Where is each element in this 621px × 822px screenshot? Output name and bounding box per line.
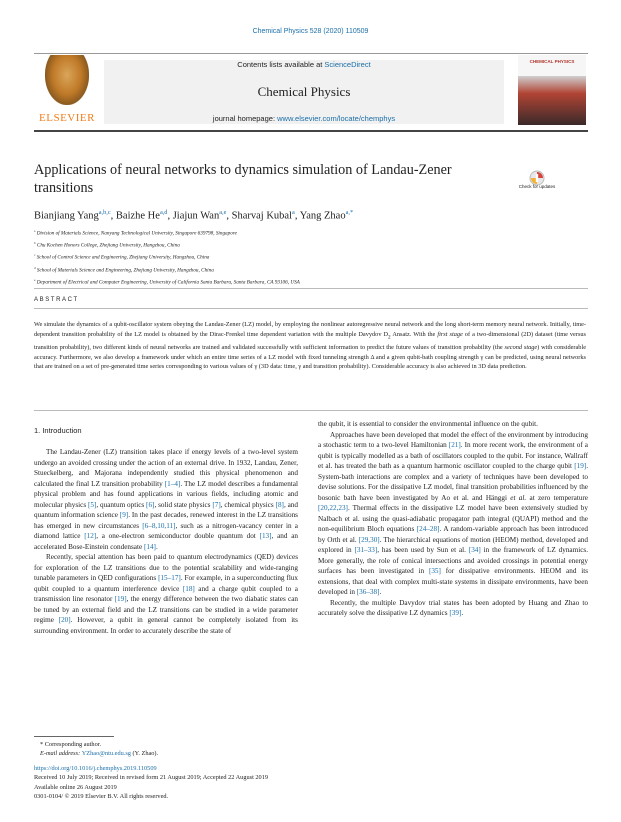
citation-link[interactable]: [9] [119, 511, 129, 519]
author-affiliation-mark[interactable]: a,e [219, 209, 227, 216]
paragraph: Recently, special attention has been paid to quantum electrodynamics (QED) devices for exploration of the LZ transitions due to the potential scalability and wide-ranging tunable parameters in QED configurations [15–17]. For example, in a superconducting flux qubit coupled to a quantum interference device [18] and a charge qubit coupled to a transmission line resonator [19], the energy difference between the two diabatic states can be tuned by an external field and the LZ transitions can be studied in a wide parameter regime [20]. However, a qubit in general cannot be completely isolated from its surrounding environment. In order to accurately describe the state of [34, 553, 299, 635]
journal-reference[interactable]: Chemical Physics 528 (2020) 110509 [252, 28, 369, 35]
affiliation-item: $^c$ School of Control Science and Engineering, Zhejiang University, Hangzhou, China [34, 253, 210, 262]
footnote-rule [34, 736, 114, 737]
author-affiliation-mark[interactable]: a,b,c [98, 209, 111, 216]
citation-link[interactable]: [36–38] [356, 588, 380, 596]
affiliation-mark: a [34, 229, 36, 233]
corresponding-author: * Corresponding author. [40, 741, 102, 748]
citation-link[interactable]: [14] [143, 542, 156, 551]
affiliation-mark: d [34, 265, 36, 270]
author-name[interactable]: Yang Zhao [299, 210, 346, 222]
emphasis: second stage [504, 343, 538, 351]
online-date: Available online 26 August 2019 [34, 783, 117, 791]
citation-link[interactable]: [15–17] [158, 574, 181, 582]
elsevier-logo [37, 55, 97, 125]
divider [34, 288, 588, 289]
copyright: 0301-0104/ © 2019 Elsevier B.V. All rights reserved. [34, 792, 169, 800]
author-list: Bianjiang Yang$^{a,b,c}$, Baizhe He$^{a,d}$, Jiajun Wan$^{a,e}$, Sharvaj Kubal$^a$, Yang Zhao$^{a,*}$ [34, 209, 354, 222]
author-name[interactable]: Jiajun Wan [172, 210, 220, 222]
divider [34, 308, 588, 309]
citation-link[interactable]: [34] [468, 546, 481, 554]
citation-link[interactable]: [19] [574, 462, 587, 470]
email-link[interactable]: YZhao@ntu.edu.sg [81, 750, 131, 757]
citation-link[interactable]: [13] [259, 532, 272, 540]
right-column [318, 419, 588, 619]
journal-cover [518, 55, 586, 125]
affiliation-item: $^e$ Department of Electrical and Computer Engineering, University of California Santa Barbara, Santa Barbara, CA 93106, USA [34, 277, 300, 286]
abstract-text: We simulate the dynamics of a qubit-oscillator system obeying the Landau-Zener (LZ) model, by employing the nonlinear autoregressive neural network and the long short-term memory neural network. Initially, time-dependent transition probability of the LZ model is obtained by the Dirac-Frenkel time dependent variation with the multiple Davydov $D_2$ Ansatz. With the first stage of a two-dimensional (2D) dataset (time versus transition probability), two different kinds of neural networks are trained and validated successfully with sufficient information to predict the future values of transition probability (the second stage) with considerable accuracy. Furthermore, we also develop a framework under which an entire time series of a LZ model with fixed tunneling strength Δ and a given qubit-bath coupling strength γ can be predicted, using neural networks that are trained on a set of pre-generated time series corresponding to various values of γ (3D data: time, γ and transition probability). Considerable accuracy is also achieved in 3D data prediction. [34, 321, 586, 371]
citation-link[interactable]: [12] [84, 532, 97, 540]
doi-link[interactable]: https://doi.org/10.1016/j.chemphys.2019.110509 [34, 765, 157, 772]
journal-name: Chemical Physics [257, 84, 351, 99]
citation-link[interactable]: [18] [182, 584, 195, 593]
citation-link[interactable]: [1–4] [164, 479, 181, 488]
author-affiliation-mark[interactable]: a,d [159, 209, 168, 216]
journal-homepage: journal homepage: www.elsevier.com/locate/chemphys [212, 114, 396, 123]
sciencedirect-link[interactable]: ScienceDirect [324, 60, 371, 69]
citation-link[interactable]: [21] [448, 441, 461, 449]
contents-line: Contents lists available at ScienceDirect [237, 60, 371, 69]
citation-link[interactable]: [20,22,23] [318, 504, 348, 512]
author-name[interactable]: Sharvaj Kubal [231, 210, 293, 222]
citation-link[interactable]: [8] [275, 500, 284, 509]
homepage-link[interactable]: www.elsevier.com/locate/chemphys [277, 114, 396, 123]
citation-link[interactable]: [39] [449, 609, 462, 617]
emphasis: et al. [510, 493, 527, 502]
citation-link[interactable]: [35] [428, 567, 441, 575]
affiliation-item: $^b$ Chu Kochen Honors College, Zhejiang University, Hangzhou, China [34, 241, 180, 249]
abstract-heading: ABSTRACT [34, 297, 79, 303]
affiliation-mark: e [34, 277, 36, 282]
citation-link[interactable]: [7] [212, 500, 221, 509]
author-affiliation-mark[interactable]: a [292, 209, 295, 216]
email-line: E-mail address: YZhao@ntu.edu.sg (Y. Zhao). [40, 750, 159, 757]
left-column [34, 447, 298, 636]
elsevier-tree-icon [45, 55, 89, 105]
citation-link[interactable]: [31–33] [354, 546, 378, 554]
paragraph: Recently, the multiple Davydov trial states has been adopted by Huang and Zhao to accurately solve the dissipative LZ dynamics [39]. [318, 598, 588, 617]
crossmark-icon[interactable] [524, 170, 550, 196]
affiliation-item: $^d$ School of Materials Science and Engineering, Zhejiang University, Hangzhou, China [34, 265, 214, 274]
affiliations [34, 227, 574, 288]
affiliation-mark: c [34, 253, 36, 258]
citation-link[interactable]: [20] [58, 616, 71, 624]
author-name[interactable]: Bianjiang Yang [34, 210, 99, 222]
citation-link[interactable]: [29,30] [358, 535, 380, 544]
section-heading: 1. Introduction [34, 426, 82, 435]
paragraph: the qubit, it is essential to consider the environmental influence on the qubit. [318, 420, 538, 428]
article-title: Applications of neural networks to dynamics simulation of Landau-Zener transitions [34, 162, 452, 196]
affiliation-item: $^a$ Division of Materials Science, Nanyang Technological University, Singapore 639798, Singapore [34, 229, 237, 237]
cover-title: CHEMICAL PHYSICS [529, 59, 575, 64]
subscript: 2 [388, 334, 391, 341]
paragraph: Approaches have been developed that model the effect of the environment by introducing a stochastic term to a two-level Hamiltonian [21]. In more recent work, the environment of a qubit is typically modelled as a bath of oscillators coupled to the qubit. For instance, Wallraff et al. has treated the bath as a quantum harmonic oscillator coupled to the charge qubit [19]. System-bath interactions are complex and a variety of techniques have been developed to devise solutions. For the dissipative LZ model, final transition probabilities influenced by the bosonic bath have been investigated by Ao et al. and Hänggi et al. at zero temperature [20,22,23]. Thermal effects in the dissipative LZ model have been extensively studied by Nalbach et al. using the quasi-adiabatic propagator path integral (QUAPI) method and the non-equilibrium Bloch equations [24–28]. A random-variable approach has been introduced by Orth et al. [29,30]. The hierarchical equations of motion (HEOM) method, developed and explored in [31–33], has been used by Sun et al. [34] in the framework of LZ dynamics. More generally, the role of conical intersections and avoided crossings in potential energy surfaces has been investigated in [35] for dissipative environments. HEOM and its extensions, that deal with complex multi-state systems in dissipate environments, have been developed in [36–38]. [318, 430, 589, 596]
affiliation-mark: b [34, 241, 36, 246]
citation-link[interactable]: [5] [88, 500, 97, 509]
citation-link[interactable]: [6–8,10,11] [142, 521, 176, 530]
publisher-name: ELSEVIER [39, 112, 95, 124]
received-dates: Received 10 July 2019; Received in revised form 21 August 2019; Accepted 22 August 2019 [34, 774, 268, 782]
paragraph: The Landau-Zener (LZ) transition takes place if energy levels of a two-level system undergo an avoided crossing under the action of an external drive. In 1932, Landau, Zener, Stueckelberg, and Majorana independently studied this physical phenomenon and calculated the final LZ transition probability [1–4]. The LZ model describes a fundamental physical problem and has found applications in various fields, including atomic and molecular physics [5], quantum optics [6], solid state physics [7], chemical physics [8], and quantum information science [9]. In the past decades, renewed interest in the LZ transitions has emerged in new circumstances [6–8,10,11], such as a nitrogen-vacancy center in a diamond lattice [12], a one-electron semiconductor double quantum dot [13], and an accelerated Bose-Einstein condensate [14]. [34, 448, 298, 551]
citation-link[interactable]: [19] [114, 595, 127, 603]
author-affiliation-mark[interactable]: a,* [345, 209, 354, 216]
crossmark-label[interactable]: Check for updates [518, 184, 556, 189]
citation-link[interactable]: [24–28] [416, 525, 440, 533]
emphasis: first stage [437, 330, 463, 338]
footnote [40, 740, 158, 758]
author-name[interactable]: Baizhe He [115, 210, 160, 222]
divider [34, 410, 588, 411]
article-info [34, 764, 268, 801]
citation-link[interactable]: [6] [146, 500, 155, 509]
